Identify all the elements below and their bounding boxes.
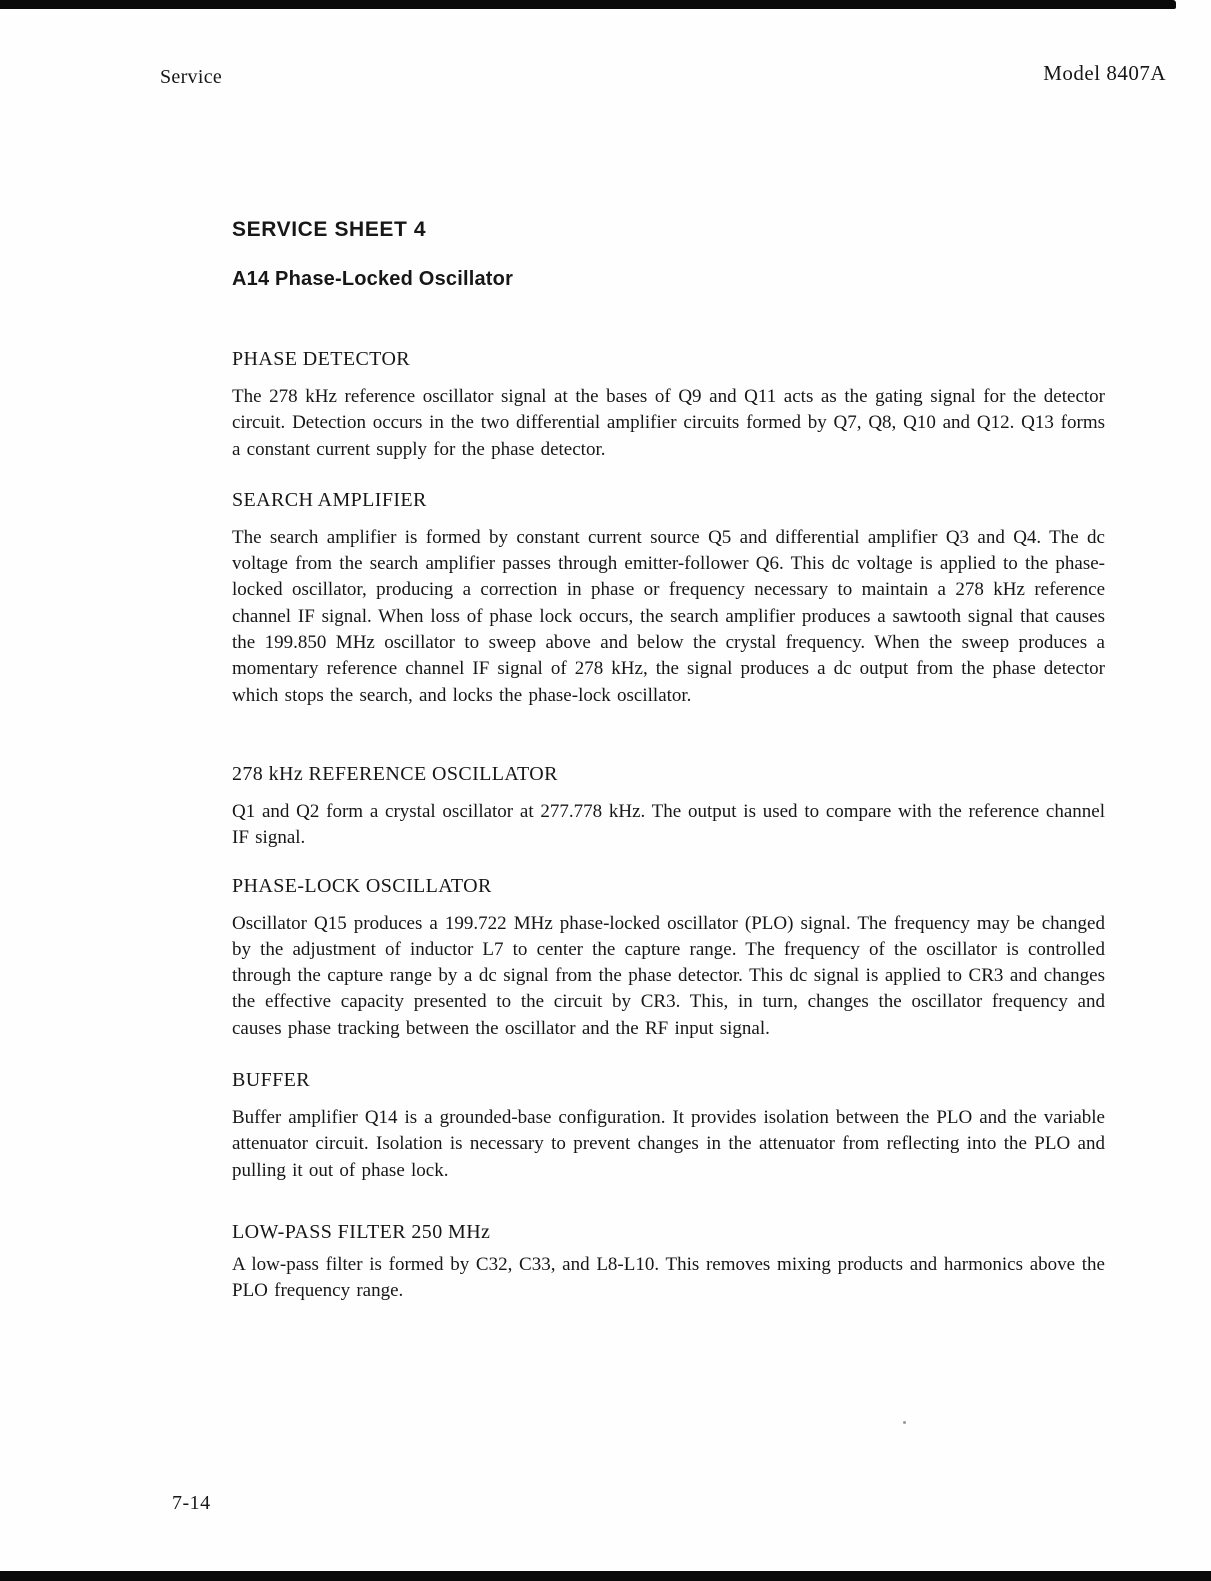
section-body: The 278 kHz reference oscillator signal at the bases of Q9 and Q11 acts as the gating signal for the detector circuit. Detection occurs in the two differential amplifier circuits formed by Q7, Q8, Q10 and Q12. Q13 forms a constant current supply for the phase detector. [232,386,1105,460]
section-body: The search amplifier is formed by constant current source Q5 and differential amplifier Q3 and Q4. The dc voltage from the search amplifier passes through emitter-follower Q6. This dc voltage is applied to the phase-locked oscillator, producing a correction in phase or frequency necessary to maintain a 278 kHz reference channel IF signal. When loss of phase lock occurs, the search amplifier produces a sawtooth signal that causes the 199.850 MHz oscillator to sweep above and below the crystal frequency. When the sweep produces a momentary reference channel IF signal of 278 kHz, the signal produces a dc output from the phase detector which stops the search, and locks the phase-lock oscillator. [232,526,1105,706]
assembly-subtitle: A14 Phase-Locked Oscillator [232,268,514,290]
section-heading: 278 kHz REFERENCE OSCILLATOR [232,762,558,785]
section-body: Q1 and Q2 form a crystal oscillator at 277.778 kHz. The output is used to compare with the reference channel IF signal. [232,800,1105,849]
section-heading: BUFFER [232,1069,310,1092]
section-heading: SEARCH AMPLIFIER [232,488,427,511]
header-model-label: Model 8407A [1043,61,1166,85]
section-reference-oscillator [232,762,1105,852]
section-buffer [232,1068,1105,1184]
section-phase-lock-oscillator [232,874,1105,1042]
scan-artifact-bottom-bar [0,1571,1211,1581]
page-number: 7-14 [172,1492,211,1514]
section-low-pass-filter [232,1220,1105,1305]
header-section-label: Service [160,66,223,88]
section-phase-detector [232,347,1105,463]
section-heading: PHASE-LOCK OSCILLATOR [232,874,492,897]
section-heading: PHASE DETECTOR [232,348,411,370]
section-body: Oscillator Q15 produces a 199.722 MHz phase-locked oscillator (PLO) signal. The frequency may be changed by the adjustment of inductor L7 to center the capture range. The frequency of the oscillator is controlled through the capture range by a dc signal from the phase detector. This dc signal is applied to CR3 and changes the effective capacity presented to the circuit by CR3. This, in turn, changes the oscillator frequency and causes phase tracking between the oscillator and the RF input signal. [232,912,1105,1039]
section-body: A low-pass filter is formed by C32, C33, and L8-L10. This removes mixing products and harmonics above the PLO frequency range. [232,1253,1105,1302]
section-search-amplifier [232,488,1105,709]
section-heading: LOW-PASS FILTER 250 MHz [232,1220,491,1243]
service-sheet-title: SERVICE SHEET 4 [232,218,427,241]
page-content [232,0,1105,1305]
scan-speck [903,1421,906,1424]
section-body: Buffer amplifier Q14 is a grounded-base configuration. It provides isolation between the PLO and the variable attenuator circuit. Isolation is necessary to prevent changes in the attenuator from reflecting into the PLO and pulling it out of phase lock. [232,1107,1105,1181]
